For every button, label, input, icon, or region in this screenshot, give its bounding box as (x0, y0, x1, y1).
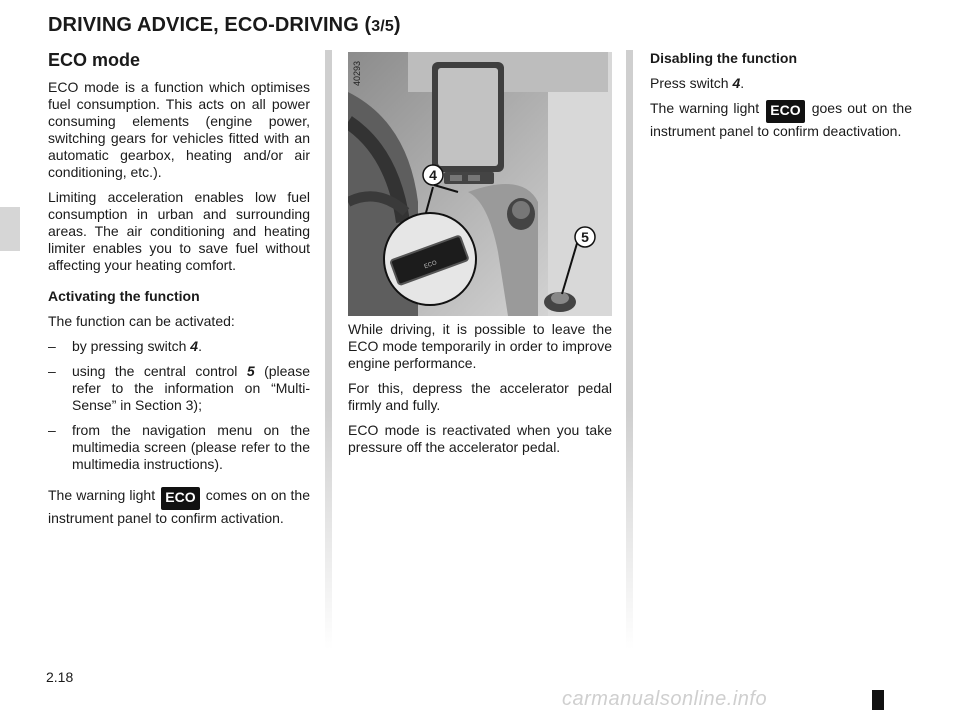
disabling-heading: Disabling the function (650, 50, 797, 66)
paragraph: Limiting acceleration enables low fuel consumption in urban and surrounding areas. The air conditioning and heating limiter enables you to save fuel without affecting your heating comfort. (48, 189, 310, 273)
list-item: – by pressing switch 4. (48, 338, 202, 354)
corner-mark (872, 690, 884, 710)
paragraph: The function can be activated: (48, 313, 235, 329)
list-item: – from the navigation menu on the multimedia screen (please refer to the multimedia instructions). (48, 422, 310, 472)
page-number: 2.18 (46, 669, 74, 685)
callout-4: 4 (429, 167, 437, 183)
figure-reference: 40293 (352, 60, 362, 86)
dashboard-figure (348, 52, 612, 316)
eco-mode-heading: ECO mode (48, 50, 141, 70)
activating-heading: Activating the function (48, 288, 200, 304)
column-right (650, 50, 912, 148)
eco-warning-light-icon: ECO (766, 100, 804, 123)
column-divider (325, 50, 332, 650)
column-middle (348, 321, 612, 464)
column-left (48, 50, 310, 535)
paragraph: The warning light ECO comes on on the instrument panel to confirm activation. (48, 487, 310, 526)
paragraph: While driving, it is possible to leave the ECO mode temporarily in order to improve engine performance. (348, 321, 612, 371)
page-title: DRIVING ADVICE, ECO-DRIVING (3/5) (48, 14, 401, 36)
watermark: carmanualsonline.info (562, 688, 768, 710)
paragraph: Press switch 4. (650, 75, 745, 91)
paragraph: ECO mode is reactivated when you take pressure off the accelerator pedal. (348, 422, 612, 455)
section-part: 3/5 (371, 18, 394, 35)
svg-text:ECO: ECO (423, 260, 438, 271)
column-divider (626, 50, 633, 650)
paragraph: For this, depress the accelerator pedal firmly and fully. (348, 380, 612, 413)
list-item: – using the central control 5 (please refer to the information on “Multi-Sense” in Section 3); (48, 363, 311, 413)
paragraph: The warning light ECO goes out on the instrument panel to confirm deactivation. (650, 100, 912, 139)
section-tab (0, 207, 20, 251)
callout-5: 5 (581, 229, 589, 245)
paragraph: ECO mode is a function which optimises fuel consumption. This acts on all power consuming elements (engine power, switching gears for vehicles fitted with an automatic gearbox, heating and/or air conditioning, etc.). (48, 79, 310, 180)
eco-warning-light-icon: ECO (161, 487, 199, 510)
